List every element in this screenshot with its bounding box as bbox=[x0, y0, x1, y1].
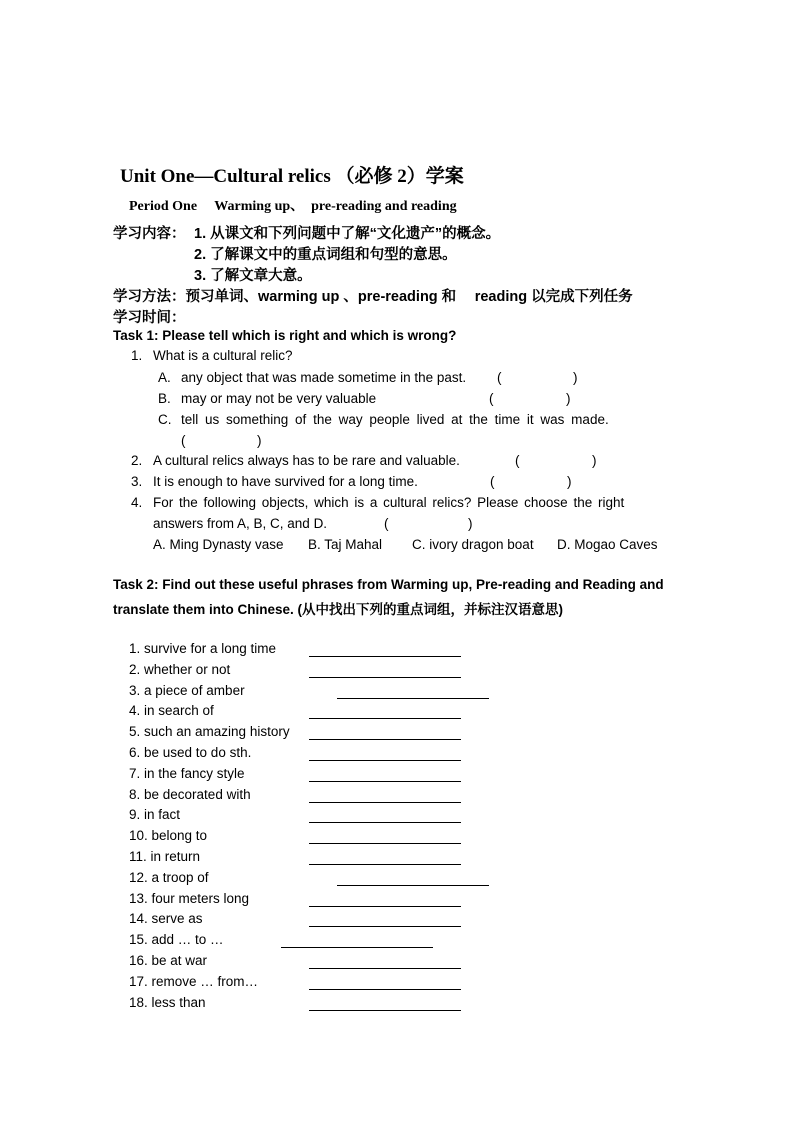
content-item-2: 2. 了解课文中的重点词组和句型的意思。 bbox=[194, 247, 457, 263]
phrase-row bbox=[0, 828, 793, 849]
phrase-text: 6. be used to do sth. bbox=[129, 745, 252, 760]
q3-paren-close: ) bbox=[567, 474, 572, 489]
phrase-row bbox=[0, 683, 793, 704]
phrase-text: 18. less than bbox=[129, 994, 206, 1010]
phrase-row bbox=[0, 911, 793, 932]
content-label: 学习内容： bbox=[113, 226, 186, 242]
task2-heading-line2: translate them into Chinese. (从中找出下列的重点词组，并标注汉语意思) bbox=[113, 602, 564, 617]
q4-choice-b: B. Taj Mahal bbox=[308, 537, 383, 552]
answer-blank-line[interactable] bbox=[309, 760, 461, 761]
phrase-text: 1. survive for a long time bbox=[129, 641, 277, 656]
answer-blank-line[interactable] bbox=[309, 968, 461, 969]
task2-heading-line1: Task 2: Find out these useful phrases from Warming up, Pre-reading and Reading and bbox=[113, 577, 664, 592]
q1-option-a-paren-close: ) bbox=[573, 370, 578, 385]
q4-choice-a: A. Ming Dynasty vase bbox=[153, 537, 284, 552]
phrase-row bbox=[0, 787, 793, 808]
study-time: 学习时间： bbox=[113, 310, 186, 326]
q1-option-b-paren-close: ) bbox=[566, 391, 571, 406]
phrase-text: 9. in fact bbox=[129, 807, 181, 823]
q1-option-c-letter: C. bbox=[158, 412, 172, 427]
answer-blank-line[interactable] bbox=[309, 926, 461, 927]
phrase-text: 11. in return bbox=[129, 849, 201, 864]
q4-choice-c: C. ivory dragon boat bbox=[412, 537, 534, 552]
answer-blank-line[interactable] bbox=[309, 1010, 461, 1011]
phrase-row bbox=[0, 703, 793, 724]
phrase-text: 3. a piece of amber bbox=[129, 682, 245, 698]
answer-blank-line[interactable] bbox=[337, 885, 489, 886]
q1-number: 1. bbox=[131, 348, 143, 363]
phrase-text: 13. four meters long bbox=[129, 890, 250, 906]
q1-option-a-letter: A. bbox=[158, 370, 171, 385]
q4-text-line2: answers from A, B, C, and D. bbox=[153, 516, 328, 531]
phrase-row bbox=[0, 932, 793, 953]
phrase-row bbox=[0, 641, 793, 662]
study-method: 学习方法：预习单词、warming up 、pre-reading 和 reading 以完成下列任务 bbox=[113, 289, 633, 305]
phrase-row bbox=[0, 662, 793, 683]
answer-blank-line[interactable] bbox=[309, 677, 461, 678]
period-subtitle: Period One Warming up、 pre-reading and reading bbox=[129, 199, 457, 214]
phrase-row bbox=[0, 870, 793, 891]
phrase-row bbox=[0, 974, 793, 995]
phrase-text: 16. be at war bbox=[129, 953, 208, 968]
phrase-text: 8. be decorated with bbox=[129, 786, 251, 802]
answer-blank-line[interactable] bbox=[309, 718, 461, 719]
answer-blank-line[interactable] bbox=[309, 802, 461, 803]
phrase-row bbox=[0, 724, 793, 745]
phrase-text: 15. add … to … bbox=[129, 932, 224, 948]
q2-number: 2. bbox=[131, 453, 143, 468]
q1-option-c-text: tell us something of the way people lived at the time it was made. bbox=[181, 412, 609, 427]
q1-option-b-text: may or may not be very valuable bbox=[181, 391, 377, 406]
answer-blank-line[interactable] bbox=[309, 989, 461, 990]
answer-blank-line[interactable] bbox=[309, 906, 461, 907]
phrase-text: 5. such an amazing history bbox=[129, 724, 290, 740]
q2-text: A cultural relics always has to be rare and valuable. bbox=[153, 453, 460, 468]
q1-text: What is a cultural relic? bbox=[153, 348, 293, 363]
task1-heading: Task 1: Please tell which is right and which is wrong? bbox=[113, 328, 457, 343]
content-item-3: 3. 了解文章大意。 bbox=[194, 268, 312, 284]
answer-blank-line[interactable] bbox=[309, 843, 461, 844]
phrase-row bbox=[0, 807, 793, 828]
answer-blank-line[interactable] bbox=[309, 822, 461, 823]
q1-option-a-text: any object that was made sometime in the past. bbox=[181, 370, 467, 385]
answer-blank-line[interactable] bbox=[309, 656, 461, 657]
q3-number: 3. bbox=[131, 474, 143, 489]
phrase-row bbox=[0, 891, 793, 912]
phrase-text: 14. serve as bbox=[129, 911, 203, 927]
q2-paren-close: ) bbox=[592, 453, 597, 468]
phrase-row bbox=[0, 745, 793, 766]
answer-blank-line[interactable] bbox=[337, 698, 489, 699]
page-title: Unit One—Cultural relics （必修 2）学案 bbox=[120, 166, 464, 187]
q1-option-c-paren-close: ) bbox=[257, 433, 262, 448]
phrase-row bbox=[0, 953, 793, 974]
content-item-1: 1. 从课文和下列问题中了解“文化遗产”的概念。 bbox=[194, 226, 501, 242]
q1-option-a-paren-open[interactable]: ( bbox=[497, 370, 502, 385]
answer-blank-line[interactable] bbox=[309, 739, 461, 740]
q1-option-b-paren-open[interactable]: ( bbox=[489, 391, 494, 406]
q4-choice-d: D. Mogao Caves bbox=[557, 537, 658, 552]
answer-blank-line[interactable] bbox=[309, 864, 461, 865]
q4-number: 4. bbox=[131, 495, 143, 510]
phrase-text: 4. in search of bbox=[129, 703, 214, 719]
answer-blank-line[interactable] bbox=[309, 781, 461, 782]
q3-paren-open[interactable]: ( bbox=[490, 474, 495, 489]
q2-paren-open[interactable]: ( bbox=[515, 453, 520, 468]
phrase-text: 10. belong to bbox=[129, 828, 208, 844]
phrase-row bbox=[0, 849, 793, 870]
phrase-row bbox=[0, 995, 793, 1016]
phrase-text: 2. whether or not bbox=[129, 661, 231, 677]
q4-text-line1: For the following objects, which is a cultural relics? Please choose the right bbox=[153, 495, 625, 510]
answer-blank-line[interactable] bbox=[281, 947, 433, 948]
q4-paren-open[interactable]: ( bbox=[384, 516, 389, 531]
phrase-text: 12. a troop of bbox=[129, 869, 209, 885]
phrase-row bbox=[0, 766, 793, 787]
phrase-text: 7. in the fancy style bbox=[129, 765, 245, 781]
q3-text: It is enough to have survived for a long time. bbox=[153, 474, 418, 489]
q1-option-b-letter: B. bbox=[158, 391, 171, 406]
phrase-text: 17. remove … from… bbox=[129, 973, 259, 989]
q4-paren-close: ) bbox=[468, 516, 473, 531]
q1-option-c-paren-open[interactable]: ( bbox=[181, 433, 186, 448]
